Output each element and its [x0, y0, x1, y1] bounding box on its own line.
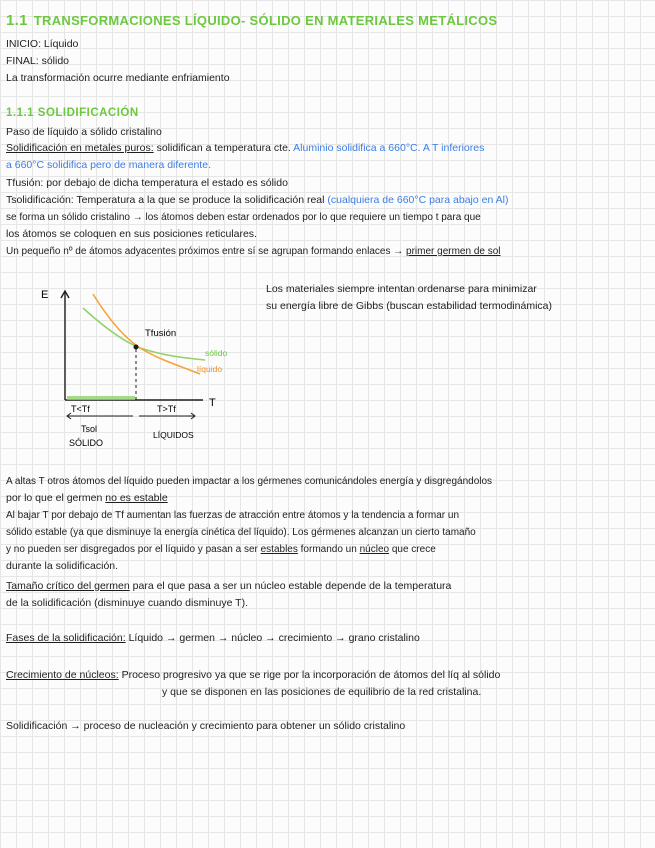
aluminium-note-2: a 660°C solidifica pero de manera diferente. [6, 159, 211, 171]
estables-underlined: estables [260, 544, 298, 555]
germen-underlined: primer germen de sol [406, 246, 501, 257]
tfusion-label: Tfusión [145, 328, 177, 339]
phases-line [6, 632, 420, 645]
intro-final: FINAL: sólido [6, 55, 70, 67]
liquido-label: líquido [197, 364, 223, 374]
para2-line1: A altas T otros átomos del líquido pueden impactar a los gérmenes comunicándoles energía y disgregándolos [6, 476, 493, 487]
section-number: 1.1 [6, 12, 28, 29]
aluminium-note-1: Aluminio solidifica a 660°C. A T inferiores [293, 142, 485, 154]
para2-line7-text: para el que pasa a ser un núcleo estable depende de la temperatura [132, 580, 452, 592]
no-estable-underlined: no es estable [105, 492, 168, 504]
summary-line: Solidificación → proceso de nucleación y crecimiento para obtener un sólido cristalino [6, 720, 406, 732]
e-axis-label: E [41, 289, 49, 301]
section-heading [6, 14, 497, 27]
nucleo-underlined: núcleo [359, 544, 390, 555]
energy-temperature-diagram [25, 282, 255, 462]
para2-line7 [6, 580, 451, 593]
t-axis-label: T [209, 397, 216, 409]
germen-line [6, 245, 501, 258]
growth-text-1: Proceso progresivo ya que se rige por la incorporación de átomos del líq al sólido [121, 669, 501, 681]
intro-note: La transformación ocurre mediante enfriamiento [6, 72, 230, 84]
growth-label: Crecimiento de núcleos: [6, 669, 119, 681]
para1-line1: Paso de líquido a sólido cristalino [6, 126, 162, 138]
para2-line8: de la solidificación (disminuye cuando disminuye T). [6, 597, 249, 609]
phases-text: Líquido → germen → núcleo → crecimiento → grano cristalino [128, 632, 420, 644]
tamano-critico-underlined: Tamaño crítico del germen [6, 580, 130, 592]
para2-line5-c: que crece [391, 544, 436, 555]
subsection-heading: 1.1.1 SOLIDIFICACIÓN [6, 107, 139, 119]
solid-curve [83, 308, 205, 360]
para2-line3: Al bajar T por debajo de Tf aumentan las fuerzas de atracción entre átomos y la tendencia a formar un [6, 510, 460, 521]
tfusion-definition: Tfusión: por debajo de dicha temperatura el estado es sólido [6, 177, 288, 189]
para2-line6: durante la solidificación. [6, 560, 119, 572]
solido-label: sólido [205, 348, 228, 358]
section-title: TRANSFORMACIONES LÍQUIDO- SÓLIDO EN MATERIALES METÁLICOS [33, 13, 498, 28]
para2-line5-b: formando un [300, 544, 357, 555]
tsolid-text: Tsolidificación: Temperatura a la que se produce la solidificación real [6, 194, 325, 206]
para1-pure-metals [6, 142, 484, 155]
tsol-label: Tsol [81, 424, 98, 434]
para2-line4: sólido estable (ya que disminuye la energía cinética del líquido). Los gérmenes alcanzan un cierto tamaño [6, 527, 476, 538]
pure-metals-label: Solidificación en metales puros: [6, 142, 154, 154]
liquidos-caption: LÍQUIDOS [153, 430, 194, 440]
germen-text: Un pequeño nº de átomos adyacentes próximos entre sí se agrupan formando enlaces → [6, 246, 404, 257]
tsolid-definition [6, 194, 508, 207]
side-note-line1: Los materiales siempre intentan ordenarse para minimizar [266, 283, 537, 295]
para2-line2-text: por lo que el germen [6, 492, 103, 504]
growth-line2: y que se disponen en las posiciones de equilibrio de la red cristalina. [162, 686, 482, 698]
para2-line5 [6, 543, 436, 556]
para2-line5-a: y no pueden ser disgregados por el líquido y pasan a ser [6, 544, 258, 555]
pure-metals-text: solidifican a temperatura cte. [153, 142, 291, 154]
right-range-label: T>Tf [157, 404, 176, 414]
growth-line1 [6, 669, 500, 682]
para2-line2 [6, 492, 168, 505]
side-note-line2: su energía libre de Gibbs (buscan estabilidad termodinámica) [266, 300, 552, 312]
intro-inicio: INICIO: Líquido [6, 38, 79, 50]
left-range-label: T<Tf [71, 404, 90, 414]
tsolid-line3: los átomos se coloquen en sus posiciones reticulares. [6, 228, 257, 240]
tsolid-line2: se forma un sólido cristalino → los átomos deben estar ordenados por lo que requiere un tiempo t para que [6, 212, 481, 223]
tsolid-blue-note: (cualquiera de 660°C para abajo en Al) [327, 194, 509, 206]
phases-label: Fases de la solidificación: [6, 632, 126, 644]
intersection-point [134, 345, 139, 350]
solido-caption: SÓLIDO [69, 438, 104, 448]
